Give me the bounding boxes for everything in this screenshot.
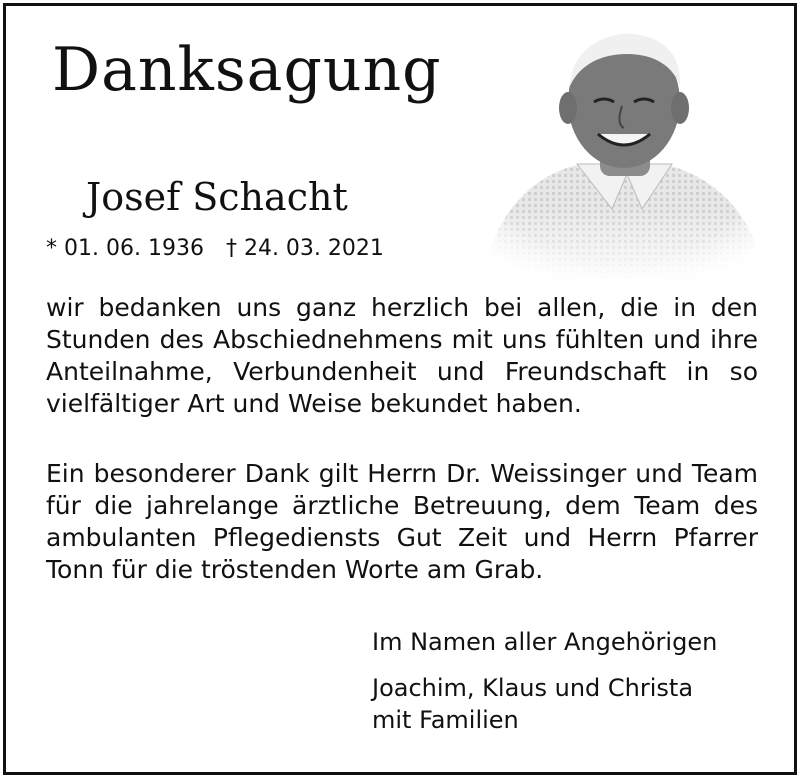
- thanks-paragraph: wir bedanken uns ganz herzlich bei allen, die in den Stunden des Abschiednehmens mit uns fühlten und ihre Anteilnahme, Verbundenheit und Freundschaft in so vielfältiger Art und Weise bekundet haben.: [46, 293, 758, 418]
- closing-line: Im Namen aller Angehörigen: [372, 628, 718, 656]
- death-date: † 24. 03. 2021: [225, 236, 384, 261]
- deceased-name: Josef Schacht: [86, 175, 348, 219]
- life-dates: [46, 238, 384, 260]
- signature: [372, 672, 693, 736]
- obituary-frame: [3, 3, 797, 775]
- notice-title: Danksagung: [52, 35, 442, 105]
- signature-names: Joachim, Klaus und Christa: [372, 674, 694, 702]
- portrait-photo: [462, 24, 782, 286]
- signature-families: mit Familien: [372, 706, 519, 734]
- special-thanks-paragraph: Ein besonderer Dank gilt Herrn Dr. Weissinger und Team für die jahrelange ärztliche Betreuung, dem Team des ambulanten Pflegediensts Gut Zeit und Herrn Pfarrer Tonn für die tröstenden Worte am Grab.: [46, 459, 758, 584]
- birth-date: * 01. 06. 1936: [46, 236, 204, 261]
